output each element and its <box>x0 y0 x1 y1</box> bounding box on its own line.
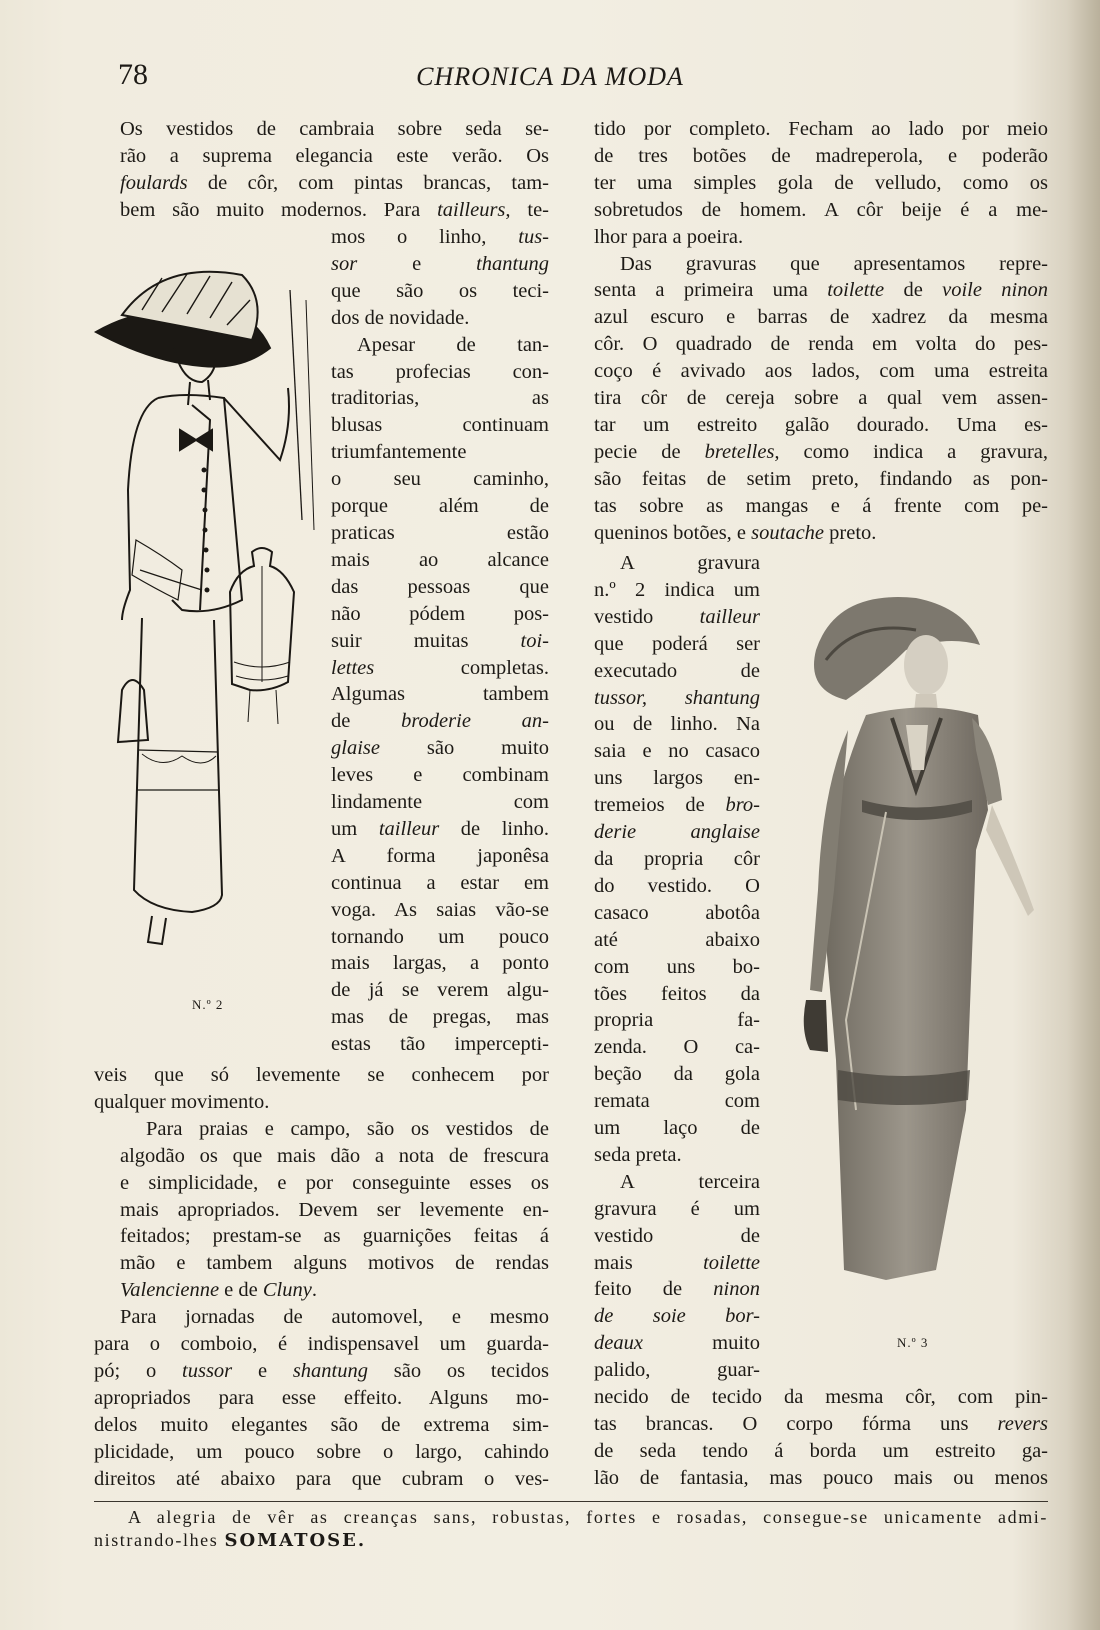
text-line: feitados; prestam-se as guarnições feitas á <box>120 1225 549 1248</box>
text-line: de tres botões de madreperola, e poderão <box>594 144 1048 167</box>
text-line: plicidade, um pouco sobre o largo, cahindo <box>94 1440 549 1463</box>
text-line: Os vestidos de cambraia sobre seda se- <box>120 118 549 140</box>
text-line: tas brancas. O corpo fórma uns revers <box>594 1412 1048 1435</box>
column-1-intro <box>94 116 549 224</box>
text-line: tremeios de bro- <box>594 794 760 817</box>
text-line: algodão os que mais dão a nota de frescura <box>120 1144 549 1167</box>
column-1-lower <box>94 1062 549 1493</box>
text-line: Para praias e campo, são os vestidos de <box>146 1117 549 1140</box>
text-line: Algumas tambem <box>331 683 549 706</box>
text-line: das pessoas que <box>331 575 549 598</box>
text-line: feito de ninon <box>594 1278 760 1301</box>
text-line: mão e tambem alguns motivos de rendas <box>120 1252 549 1275</box>
text-line: beção da gola <box>594 1063 760 1086</box>
text-line: delos muito elegantes são de extrema sim- <box>94 1413 549 1436</box>
text-line: mas de pregas, mas <box>331 1006 549 1029</box>
text-line: tornando um pouco <box>331 925 549 948</box>
text-line: Das gravuras que apresentamos repre- <box>620 252 1048 275</box>
text-line: direitos até abaixo para que cubram o ves- <box>94 1467 549 1490</box>
text-line: pecie de bretelles, como indica a gravura, <box>594 440 1048 463</box>
advertisement-footnote <box>94 1506 1048 1552</box>
text-line: senta a primeira uma toilette de voile ninon <box>594 279 1048 302</box>
text-line: deaux muito <box>594 1332 760 1355</box>
text-line: palido, guar- <box>594 1359 760 1382</box>
text-line: blusas continuam <box>331 414 549 437</box>
text-line: mais apropriados. Devem ser levemente en- <box>120 1198 549 1221</box>
text-line: lettes completas. <box>331 656 549 679</box>
column-2-narrow <box>594 550 760 1384</box>
text-line: de já se verem algu- <box>331 979 549 1002</box>
text-line: tões feitos da <box>594 982 760 1005</box>
text-line: Valencienne e de Cluny. <box>120 1279 317 1302</box>
text-line: necido de tecido da mesma côr, com pin- <box>594 1386 1048 1408</box>
footnote-divider <box>94 1501 1048 1502</box>
text-line: saia e no casaco <box>594 740 760 763</box>
text-line: leves e combinam <box>331 764 549 787</box>
figure-3-caption: N.º 3 <box>897 1335 929 1350</box>
text-line: o seu caminho, <box>331 468 549 491</box>
text-line: zenda. O ca- <box>594 1036 760 1059</box>
text-line: mais toilette <box>594 1251 760 1274</box>
text-line: para o comboio, é indispensavel um guarda- <box>94 1333 549 1356</box>
text-line: Para jornadas de automovel, e mesmo <box>120 1306 549 1329</box>
text-line: tussor, shantung <box>594 686 760 709</box>
text-line: um tailleur de linho. <box>331 817 549 840</box>
page-number: 78 <box>118 58 148 91</box>
text-line: mos o linho, tus- <box>331 226 549 248</box>
fashion-illustration-2 <box>92 270 332 990</box>
text-line: com uns bo- <box>594 955 760 978</box>
fashion-photo-3 <box>766 590 1066 1320</box>
text-line: derie anglaise <box>594 821 760 844</box>
text-line: casaco abotôa <box>594 901 760 924</box>
text-line: da propria côr <box>594 847 760 870</box>
column-1-narrow <box>331 224 549 1058</box>
text-line: A gravura <box>620 552 760 574</box>
column-2-bottom <box>594 1384 1048 1492</box>
text-line: mais largas, a ponto <box>331 952 549 975</box>
text-line: de soie bor- <box>594 1305 760 1328</box>
text-line: continua a estar em <box>331 871 549 894</box>
text-line: executado de <box>594 659 760 682</box>
text-line: ou de linho. Na <box>594 713 760 736</box>
column-2-top <box>594 116 1048 547</box>
text-line: tas sobre as mangas e á frente com pe- <box>594 494 1048 517</box>
text-line: propria fa- <box>594 1009 760 1032</box>
text-line: sor e thantung <box>331 252 549 275</box>
text-line: de seda tendo á borda um estreito ga- <box>594 1439 1048 1462</box>
text-line: lão de fantasia, mas pouco mais ou menos <box>594 1466 1048 1489</box>
text-line: do vestido. O <box>594 874 760 897</box>
text-line: A terceira <box>620 1170 760 1193</box>
text-line: qualquer movimento. <box>94 1090 270 1113</box>
text-line: tar um estreito galão dourado. Uma es- <box>594 413 1048 436</box>
text-line: n.º 2 indica um <box>594 578 760 601</box>
text-line: triumfantemente <box>331 441 467 464</box>
text-line: gravura é um <box>594 1197 760 1220</box>
text-line: dos de novidade. <box>331 306 470 329</box>
figure-2-caption: N.º 2 <box>192 997 224 1012</box>
text-line: tira côr de cereja sobre a qual vem assen- <box>594 387 1048 410</box>
text-line: porque além de <box>331 495 549 518</box>
text-line: azul escuro e barras de xadrez da mesma <box>594 306 1048 329</box>
text-line: lhor para a poeira. <box>594 225 744 248</box>
text-line: voga. As saias vão-se <box>331 898 549 921</box>
text-line: traditorias, as <box>331 387 549 410</box>
text-line: A alegria de vêr as creanças sans, robustas, fortes e rosadas, consegue-se unicamente admi- <box>128 1507 1048 1527</box>
text-line: tas profecias con- <box>331 360 549 383</box>
text-line: glaise são muito <box>331 737 549 760</box>
text-line: vestido tailleur <box>594 605 760 628</box>
text-line: remata com <box>594 1090 760 1113</box>
text-line: queninos botões, e soutache preto. <box>594 521 877 544</box>
text-line: estas tão impercepti- <box>331 1033 549 1056</box>
text-line: coço é avivado aos lados, com uma estreita <box>594 360 1048 383</box>
text-line: veis que só levemente se conhecem por <box>94 1064 549 1086</box>
text-line: bem são muito modernos. Para tailleurs, te- <box>120 198 550 221</box>
brand-name: SOMATOSE. <box>224 1530 367 1551</box>
text-line: ter uma simples gola de velludo, como os <box>594 171 1048 194</box>
text-line: rão a suprema elegancia este verão. Os <box>120 144 549 167</box>
text-line: lindamente com <box>331 791 549 814</box>
text-line: uns largos en- <box>594 767 760 790</box>
text-line: vestido de <box>594 1224 760 1247</box>
text-line: seda preta. <box>594 1143 682 1166</box>
text-line: apropriados para esse effeito. Alguns mo- <box>94 1386 549 1409</box>
text-line: praticas estão <box>331 521 549 544</box>
running-title: CHRONICA DA MODA <box>416 62 684 91</box>
text-line: sobretudos de homem. A côr beije é a me- <box>594 198 1048 221</box>
text-line: um laço de <box>594 1117 760 1140</box>
text-line: suir muitas toi- <box>331 629 549 652</box>
text-line: até abaixo <box>594 928 760 951</box>
text-line: foulards de côr, com pintas brancas, tam- <box>120 171 549 194</box>
text-line: e simplicidade, e por conseguinte esses os <box>120 1171 549 1194</box>
text-line: que são os teci- <box>331 279 549 302</box>
text-line: de broderie an- <box>331 710 549 733</box>
text-line: pó; o tussor e shantung são os tecidos <box>94 1359 549 1382</box>
text-line: não pódem pos- <box>331 602 549 625</box>
text-line: mais ao alcance <box>331 548 549 571</box>
text-line: A forma japonêsa <box>331 844 549 867</box>
text-line: são feitas de setim preto, findando as pon- <box>594 467 1048 490</box>
text-line: nistrando-lhes SOMATOSE. <box>94 1530 367 1551</box>
text-line: que poderá ser <box>594 632 760 655</box>
text-line: Apesar de tan- <box>357 333 549 356</box>
text-line: côr. O quadrado de renda em volta do pes- <box>594 333 1048 356</box>
text-line: tido por completo. Fecham ao lado por meio <box>594 118 1048 140</box>
